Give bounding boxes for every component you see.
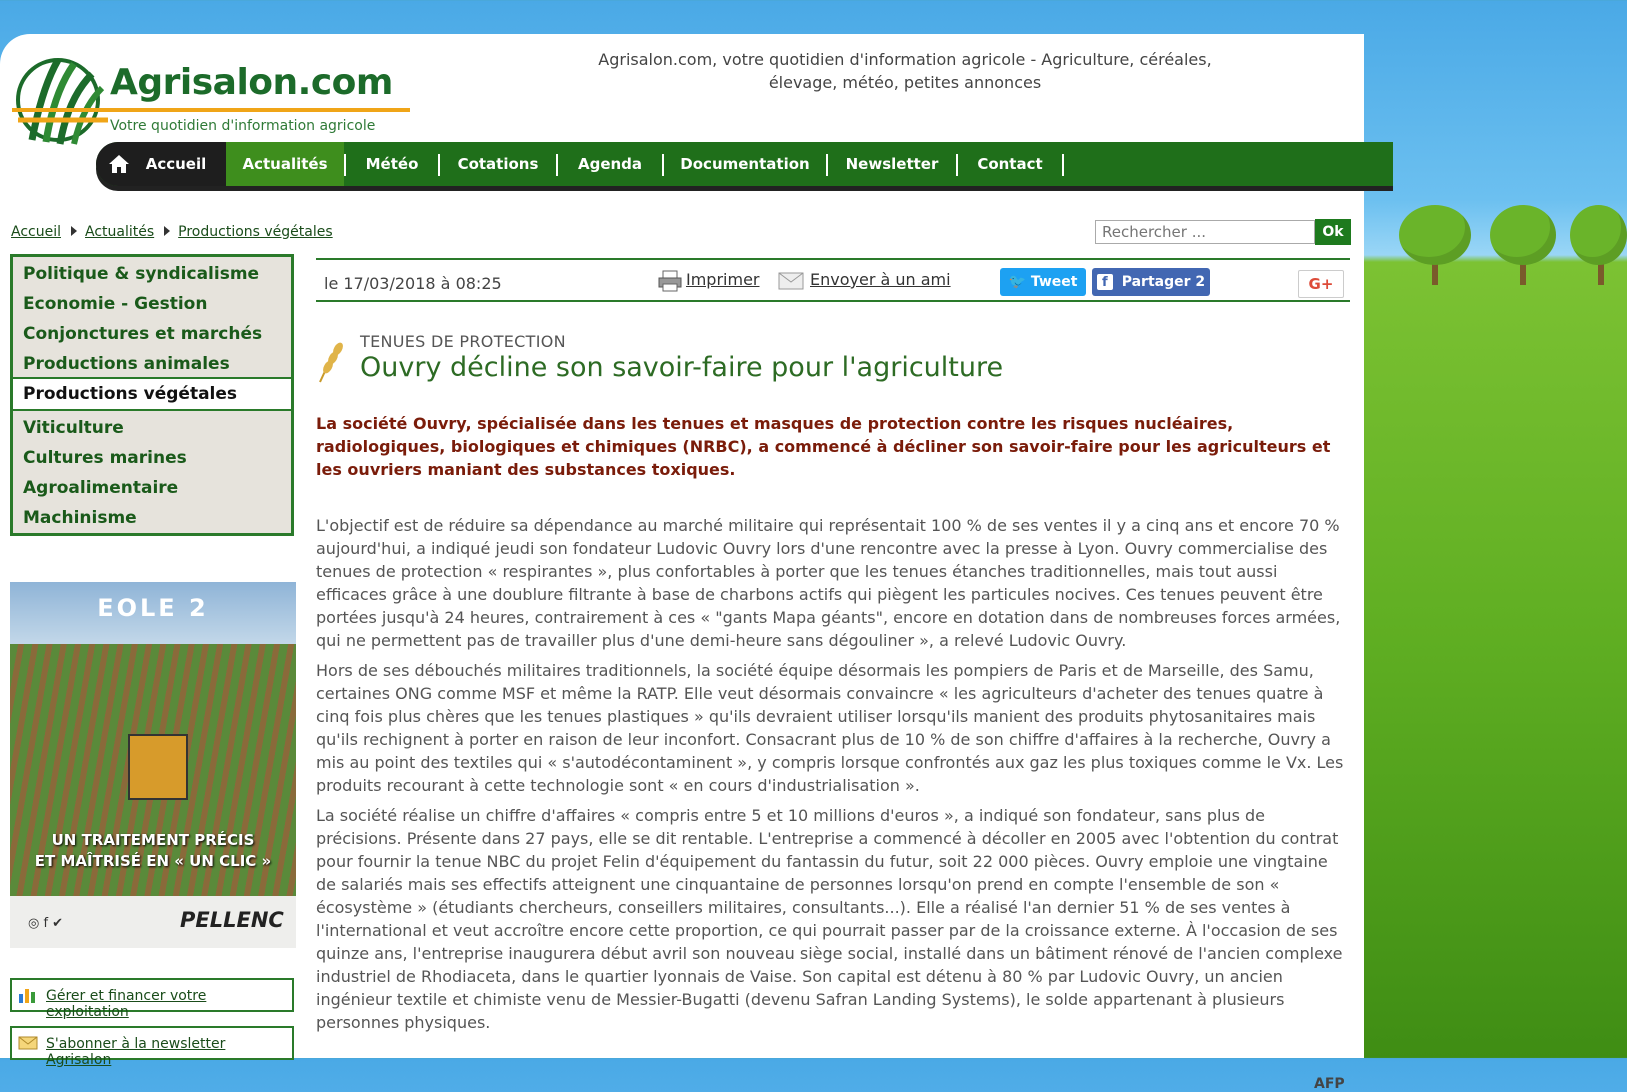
nav-item-documentation[interactable]: Documentation [680, 155, 810, 173]
ad-caption-line1: UN TRAITEMENT PRÉCIS [51, 831, 255, 849]
article-paragraph: L'objectif est de réduire sa dépendance au marché militaire qui représentait 100 % de ses ventes il y a cinq ans et encore 70 % aujourd'hui, a indiqué jeudi son fondateur Ludovic Ouvry lors d'une rencontre avec la presse à Lyon. Ouvry commercialise des tenues de protection « respirantes », plus confortables à porter que les tenues étanches traditionnelles, mais tout aussi efficaces grâce à une doublure filtrante à base de charbons actifs qui piègent les particules nocives. Ces tenues peuvent être portées jusqu'à 24 heures, contrairement à ces « "gants Mapa géants", encore en dotation dans de nombreuses forces armées, qui ne permettent pas de travailler plus d'une demi-heure sans dégouliner », a relevé Ludovic Ouvry. [316, 516, 1341, 650]
search-input[interactable] [1095, 220, 1315, 244]
nav-item-meteo[interactable]: Météo [365, 155, 419, 173]
ad-footer [10, 896, 296, 948]
category-conjonctures[interactable]: Conjonctures et marchés [23, 324, 263, 344]
printer-icon[interactable] [658, 270, 682, 292]
logo-name: Agrisalon.com [110, 62, 393, 103]
breadcrumb-accueil[interactable]: Accueil [11, 224, 61, 240]
nav-separator [1062, 154, 1064, 176]
nav-label-accueil: Accueil [145, 155, 207, 173]
article-rubric: TENUES DE PROTECTION [360, 332, 566, 351]
logo-bar [12, 108, 410, 112]
main-nav [96, 142, 1393, 186]
email-icon[interactable] [778, 272, 804, 290]
manage-exploitation-label: Gérer et financer votre exploitation [46, 988, 207, 1020]
tweet-label: Tweet [1030, 274, 1078, 290]
category-machinisme[interactable]: Machinisme [23, 508, 137, 528]
category-politique[interactable]: Politique & syndicalisme [23, 264, 260, 284]
nav-item-contact[interactable]: Contact [977, 155, 1043, 173]
ad-caption-line2: ET MAÎTRISÉ EN « UN CLIC » [34, 852, 272, 870]
home-icon [108, 154, 130, 174]
category-productions-vegetales[interactable]: Productions végétales [13, 377, 291, 411]
breadcrumb-productions-vegetales[interactable]: Productions végétales [178, 224, 333, 240]
category-cultures-marines[interactable]: Cultures marines [23, 448, 187, 468]
ad-social-icons: ◎ f ✔ [28, 916, 64, 931]
article-paragraph: La société réalise un chiffre d'affaires « compris entre 5 et 10 millions d'euros », a indiqué son fondateur, sans plus de précisions. Présente dans 27 pays, elle se dit rentable. L'entreprise a commencé à décoller en 2005 avec l'obtention du contrat pour fournir la tenue NBC du projet Felin d'équipement du fantassin du futur, soit 22 000 pièces. Ouvry emploie une vingtaine de salariés mais ses effectifs atteignent une cinquantaine de personnes lorsqu'on prend en compte l'ensemble de son « écosystème » (étudiants chercheurs, conseillers militaires, consultants...). Elle a réalisé l'an dernier 51 % de ses ventes à l'international et veut accroître encore cette proportion, ce qui pourrait passer par de la croissance externe. À l'occasion de ses quinze ans, l'entreprise inaugurera début avril son nouveau siège social, installé dans un bâtiment rénové de l'ancien complexe industriel de Rhodiaceta, dans le quartier lyonnais de Vaise. Son capital est détenu à 80 % par Ludovic Ouvry, un ancien ingénieur textile et chimiste venu de Messier-Bugatti (devenu Safran Landing Systems), le solde appartenant à plusieurs personnes physiques. [316, 806, 1343, 1032]
nav-item-accueil[interactable] [96, 142, 226, 186]
chevron-right-icon [164, 226, 170, 236]
site-tagline: Agrisalon.com, votre quotidien d'information agricole - Agriculture, céréales, élevage, météo, petites annonces [598, 50, 1212, 92]
nav-item-newsletter[interactable]: Newsletter [845, 155, 939, 173]
facebook-icon: f [1097, 274, 1113, 290]
send-to-friend-link[interactable]: Envoyer à un ami [810, 270, 951, 289]
twitter-bird-icon: 🐦 [1008, 274, 1026, 290]
category-viticulture[interactable]: Viticulture [23, 418, 124, 438]
logo-tagline: Votre quotidien d'information agricole [110, 118, 376, 134]
breadcrumb-actualites[interactable]: Actualités [85, 224, 155, 240]
page-container [0, 34, 1364, 1092]
category-agroalimentaire[interactable]: Agroalimentaire [23, 478, 179, 498]
category-menu [10, 254, 294, 536]
facebook-share-button[interactable] [1092, 268, 1210, 296]
category-economie[interactable]: Economie - Gestion [23, 294, 208, 314]
newsletter-subscribe-link[interactable] [10, 1026, 294, 1068]
nav-item-cotations[interactable]: Cotations [457, 155, 539, 173]
bar-chart-icon [18, 986, 38, 1004]
manage-exploitation-link[interactable] [10, 978, 294, 1020]
ad-sprayer-machine [128, 734, 188, 800]
tree-decoration [1570, 205, 1627, 285]
article-toolbar [316, 258, 1350, 302]
envelope-icon [18, 1034, 38, 1052]
tweet-button[interactable] [1000, 268, 1086, 296]
logo-emblem-icon [12, 48, 110, 148]
wheat-icon [316, 340, 346, 384]
article-source: AFP [1314, 1076, 1345, 1092]
category-productions-animales[interactable]: Productions animales [23, 354, 230, 374]
newsletter-subscribe-label: S'abonner à la newsletter Agrisalon [46, 1036, 226, 1068]
ad-title: EOLE 2 [97, 594, 209, 622]
print-link[interactable]: Imprimer [686, 270, 760, 289]
article-paragraph: Hors de ses débouchés militaires traditionnels, la société équipe désormais les pompiers de Paris et de Marseille, des Samu, certaines ONG comme MSF et même la RATP. Elle veut désormais convaincre « les agriculteurs d'acheter des tenues quatre à cinq fois plus chères que les tenues plastiques » qu'ils devraient utiliser lorsqu'ils manient des produits phytosanitaires mais qu'ils rechignent à porter en raison de leur inconfort. Consacrant plus de 10 % de son chiffre d'affaires à la recherche, Ouvry a mis au point des textiles qui « s'autodécontaminent », y compris lorsque confrontés aux gaz les plus toxiques comme le Vx. Les produits recourant à cette technologie sont « en cours d'industrialisation ». [316, 661, 1344, 795]
tree-decoration [1395, 205, 1475, 285]
chevron-right-icon [71, 226, 77, 236]
nav-item-agenda[interactable]: Agenda [577, 155, 643, 173]
tree-decoration [1488, 205, 1558, 285]
ad-brand-logo: PELLENC [180, 908, 284, 932]
google-plus-button[interactable]: G+ [1298, 270, 1344, 298]
site-logo[interactable] [12, 48, 412, 148]
breadcrumb [11, 224, 333, 240]
facebook-share-label: Partager 2 [1121, 274, 1206, 290]
nav-item-actualites[interactable]: Actualités [226, 142, 344, 186]
ad-caption [10, 830, 296, 872]
advertisement-banner[interactable] [10, 582, 296, 948]
article-title: Ouvry décline son savoir-faire pour l'agriculture [360, 352, 1004, 383]
search-button[interactable]: Ok [1315, 219, 1351, 245]
article-date: le 17/03/2018 à 08:25 [324, 274, 502, 293]
article-lead: La société Ouvry, spécialisée dans les tenues et masques de protection contre les risques nucléaires, radiologiques, biologiques et chimiques (NRBC), a commencé à décliner son savoir-faire pour les agriculteurs et les ouvriers maniant des substances toxiques. [316, 414, 1331, 479]
